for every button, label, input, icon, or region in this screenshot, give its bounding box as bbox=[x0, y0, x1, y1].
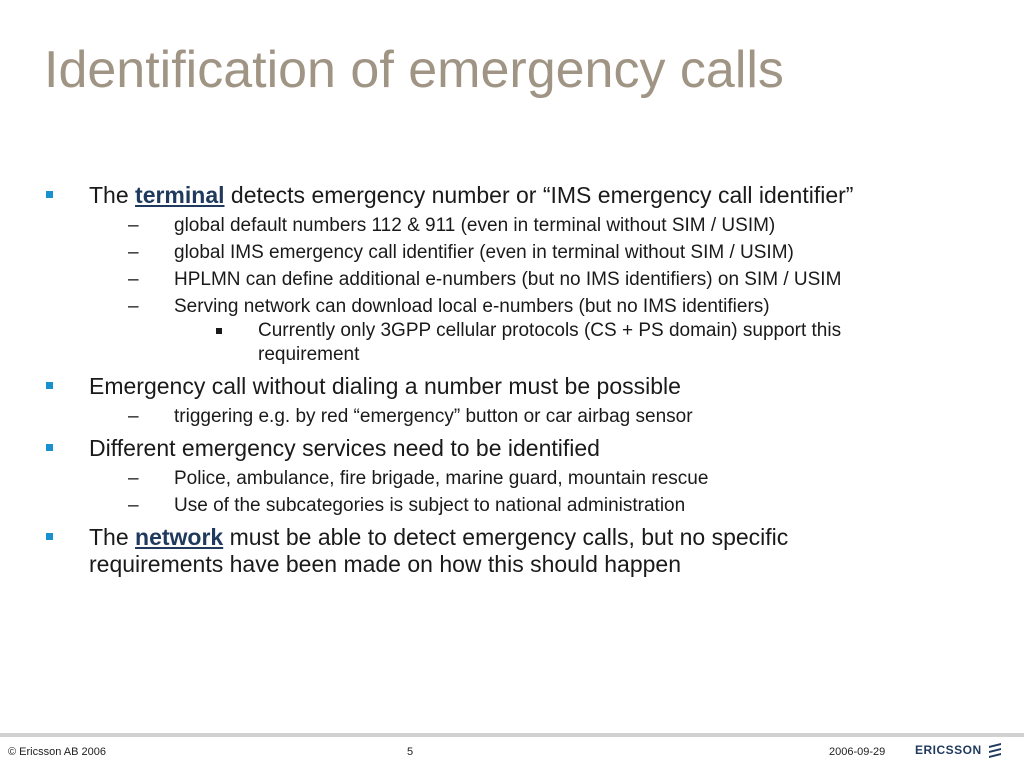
bullet-text: Different emergency services need to be identified bbox=[89, 435, 600, 461]
footer-divider bbox=[0, 733, 1024, 737]
sub-bullet bbox=[0, 241, 924, 265]
dash-icon: – bbox=[128, 406, 139, 427]
sub-bullet bbox=[0, 214, 924, 238]
square-bullet-icon bbox=[46, 444, 53, 451]
dash-icon: – bbox=[128, 468, 139, 489]
keyword-terminal: terminal bbox=[135, 182, 225, 208]
sub-bullet-text: Use of the subcategories is subject to national administration bbox=[174, 495, 686, 516]
bullet-text-prefix: The bbox=[89, 182, 136, 208]
footer-date: 2006-09-29 bbox=[829, 746, 886, 758]
sub-bullet-text: Serving network can download local e-numbers (but no IMS identifiers) bbox=[174, 296, 770, 317]
slide-body bbox=[0, 182, 1024, 583]
bullet-text-rest: must be able to detect emergency calls, but no specific requirements have been made on how this should happen bbox=[89, 524, 789, 577]
ericsson-logo bbox=[915, 742, 1002, 758]
bullet-network bbox=[0, 524, 879, 578]
bullet-text-prefix: The bbox=[89, 524, 136, 550]
small-square-bullet-icon bbox=[216, 328, 222, 334]
bullet-services bbox=[0, 435, 879, 462]
bullet-no-dial bbox=[0, 373, 879, 400]
sub-bullet-text: global default numbers 112 & 911 (even in terminal without SIM / USIM) bbox=[174, 215, 776, 236]
dash-icon: – bbox=[128, 269, 139, 290]
bullet-text-rest: detects emergency number or “IMS emergency call identifier” bbox=[224, 182, 854, 208]
square-bullet-icon bbox=[46, 382, 53, 389]
bullet-terminal bbox=[0, 182, 879, 209]
sub-bullet bbox=[0, 494, 924, 518]
slide-title: Identification of emergency calls bbox=[44, 41, 784, 99]
sub-bullet bbox=[0, 268, 924, 292]
sub-bullet bbox=[0, 405, 924, 429]
keyword-network: network bbox=[135, 524, 224, 550]
footer-copyright: © Ericsson AB 2006 bbox=[8, 746, 106, 758]
ericsson-mark-icon bbox=[988, 742, 1002, 758]
page-number: 5 bbox=[407, 746, 414, 758]
sub-bullet-text: triggering e.g. by red “emergency” button or car airbag sensor bbox=[174, 406, 693, 427]
bullet-text: Emergency call without dialing a number must be possible bbox=[89, 373, 681, 399]
sub-bullet bbox=[0, 295, 924, 319]
sub-sub-bullet-text: Currently only 3GPP cellular protocols (CS + PS domain) support this requirement bbox=[258, 320, 842, 365]
sub-bullet bbox=[0, 467, 924, 491]
dash-icon: – bbox=[128, 296, 139, 317]
logo-wordmark: ERICSSON bbox=[915, 743, 982, 757]
square-bullet-icon bbox=[46, 533, 53, 540]
sub-bullet-text: global IMS emergency call identifier (even in terminal without SIM / USIM) bbox=[174, 242, 794, 263]
square-bullet-icon bbox=[46, 191, 53, 198]
sub-bullet-text: HPLMN can define additional e-numbers (but no IMS identifiers) on SIM / USIM bbox=[174, 269, 842, 290]
sub-sub-bullet bbox=[0, 319, 928, 367]
sub-bullet-text: Police, ambulance, fire brigade, marine guard, mountain rescue bbox=[174, 468, 709, 489]
dash-icon: – bbox=[128, 215, 139, 236]
dash-icon: – bbox=[128, 495, 139, 516]
dash-icon: – bbox=[128, 242, 139, 263]
